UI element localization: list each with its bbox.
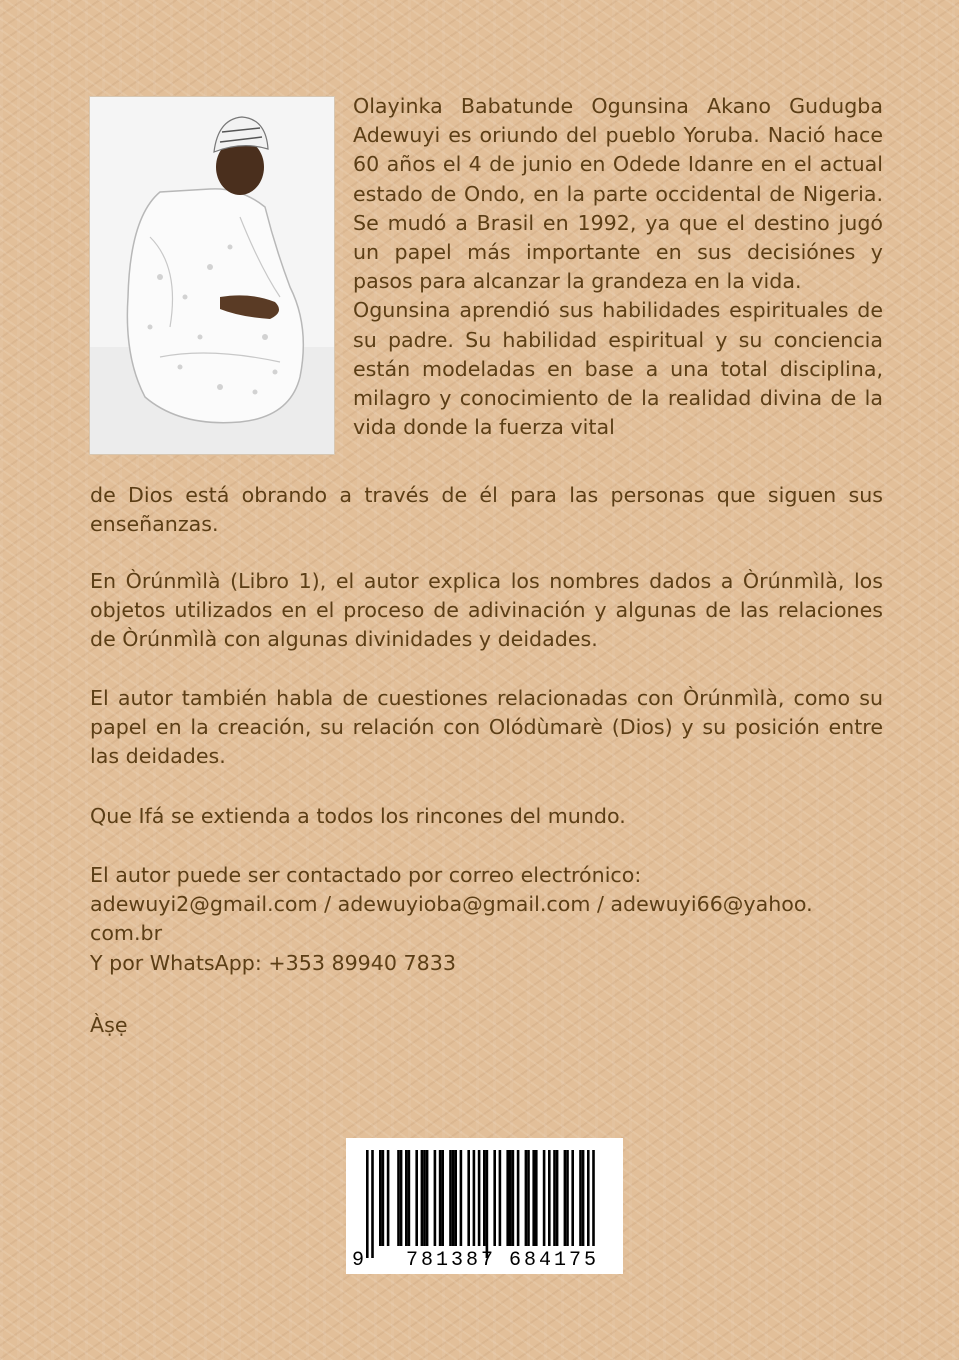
barcode-bar — [506, 1150, 509, 1246]
barcode-bar — [439, 1150, 442, 1246]
barcode-bar — [499, 1150, 502, 1246]
barcode-bar — [556, 1150, 559, 1246]
barcode-bar — [441, 1150, 444, 1246]
author-bio-paragraph-2: Ogunsina aprendió sus habilidades espirituales de su padre. Su habilidad espiritual y su conciencia están modeladas en base a una total disciplina, milagro y conocimiento de la realidad divina de la vida donde la fuerza vital — [353, 298, 883, 440]
barcode-bar — [408, 1150, 411, 1246]
barcode-bar — [486, 1150, 489, 1258]
barcode-bar — [483, 1150, 486, 1246]
barcode-bar — [415, 1150, 418, 1246]
barcode-digits-left: 781387 — [406, 1249, 497, 1272]
barcode-bar — [532, 1150, 535, 1246]
barcode-bar — [579, 1150, 582, 1246]
barcode-bar — [525, 1150, 528, 1246]
barcode-bar — [527, 1150, 530, 1246]
author-bio-top — [353, 92, 883, 442]
barcode-bar — [493, 1150, 496, 1246]
barcode-bar — [405, 1150, 408, 1246]
contact-block — [90, 861, 883, 978]
barcode-graphic — [346, 1138, 623, 1274]
barcode-bar — [548, 1150, 551, 1246]
contact-emails: adewuyi2@gmail.com / adewuyioba@gmail.com / adewuyi66@yahoo. — [90, 892, 813, 917]
barcode-bar — [366, 1150, 369, 1258]
barcode-bar — [371, 1150, 374, 1258]
barcode-bar — [382, 1150, 385, 1246]
barcode-bar — [592, 1150, 595, 1246]
book-topics-paragraph: El autor también habla de cuestiones relacionadas con Òrúnmìlà, como su papel en la creación, su relación con Olódùmarè (Dios) y su posición entre las deidades. — [90, 686, 883, 769]
barcode-digits-right: 684175 — [509, 1249, 600, 1272]
closing-word: Àṣẹ — [90, 1013, 128, 1037]
blessing-line: Que Ifá se extienda a todos los rincones del mundo. — [90, 804, 626, 828]
barcode-digit-first: 9 — [352, 1249, 365, 1272]
barcode-bar — [571, 1150, 574, 1246]
contact-intro: El autor puede ser contactado por correo electrónico: — [90, 863, 642, 887]
barcode-bar — [587, 1150, 590, 1246]
barcode-bar — [543, 1150, 546, 1246]
barcode-bar — [449, 1150, 452, 1246]
barcode-bar — [553, 1150, 556, 1246]
barcode-bar — [512, 1150, 515, 1246]
barcode-bar — [517, 1150, 520, 1246]
barcode-bar — [434, 1150, 437, 1246]
barcode-bar — [582, 1150, 585, 1246]
barcode-bar — [387, 1150, 390, 1246]
isbn-barcode — [346, 1138, 623, 1274]
barcode-bar — [535, 1150, 538, 1246]
barcode-bar — [421, 1150, 424, 1246]
contact-emails-continued: com.br — [90, 921, 163, 946]
barcode-bar — [467, 1150, 470, 1246]
barcode-bar — [460, 1150, 463, 1246]
contact-whatsapp: Y por WhatsApp: +353 89940 7833 — [90, 950, 456, 975]
barcode-bar — [400, 1150, 403, 1246]
barcode-bar — [379, 1150, 382, 1246]
book-summary-paragraph: En Òrúnmìlà (Libro 1), el autor explica los nombres dados a Òrúnmìlà, los objetos utilizados en el proceso de adivinación y algunas de las relaciones de Òrúnmìlà con algunas divinidades y deidades. — [90, 569, 883, 652]
barcode-bar — [509, 1150, 512, 1246]
barcode-bar — [566, 1150, 569, 1246]
barcode-bar — [478, 1150, 481, 1246]
barcode-bar — [397, 1150, 400, 1246]
barcode-bar — [423, 1150, 426, 1246]
author-bio-paragraph-1: Olayinka Babatunde Ogunsina Akano Gudugba Adewuyi es oriundo del pueblo Yoruba. Nació hace 60 años el 4 de junio en Odede Idanre en el actual estado de Ondo, en la parte occidental de Nigeria. Se mudó a Brasil en 1992, ya que el destino jugó un papel más importante en sus decisiónes y pasos para alcanzar la grandeza en la vida. — [353, 94, 883, 294]
barcode-bar — [473, 1150, 476, 1246]
author-photo — [89, 96, 335, 455]
barcode-bar — [454, 1150, 457, 1246]
barcode-bar — [564, 1150, 567, 1246]
barcode-bar — [452, 1150, 455, 1246]
author-bio-continuation: de Dios está obrando a través de él para las personas que siguen sus enseñanzas. — [90, 483, 883, 537]
barcode-bar — [426, 1150, 429, 1246]
